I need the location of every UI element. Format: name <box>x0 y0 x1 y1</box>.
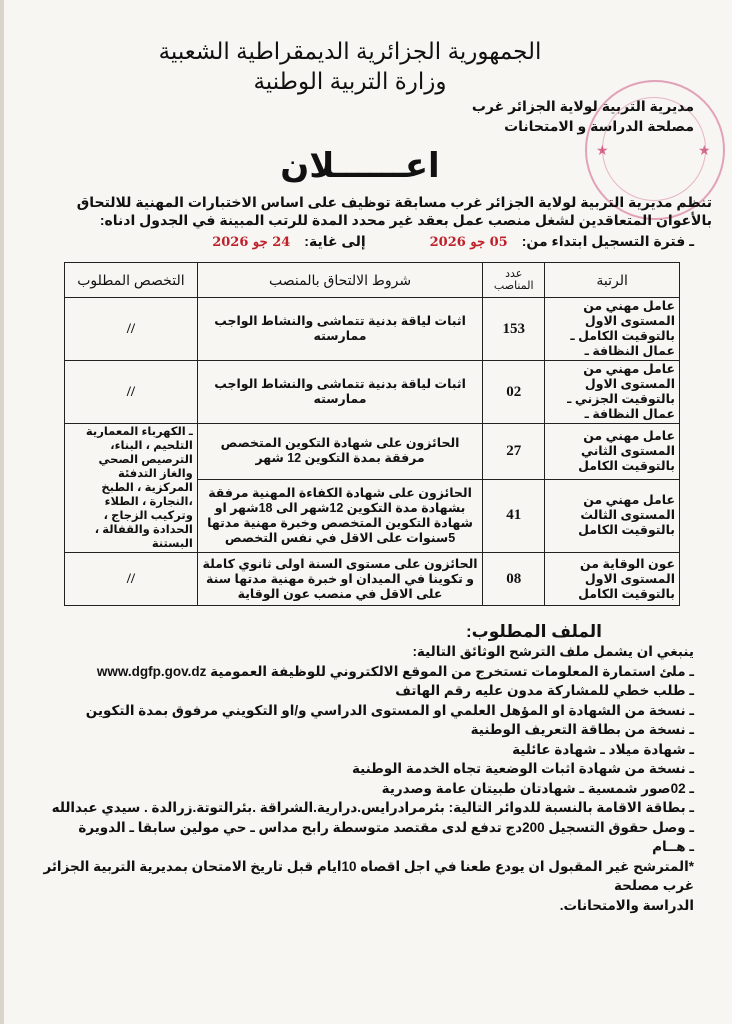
conditions-cell: الحائزون على شهادة الكفاءة المهنية مرفقة بشهادة مدة التكوين 12شهر الى 18شهر او شهادة التكوين المتخصص وخبرة مهنية مدتها 5سنوات على الاقل في نفس التخصص <box>197 479 482 552</box>
specialty-cell: // <box>65 361 198 424</box>
intro-paragraph: تنظم مديرية التربية لولاية الجزائر غرب مسابقة توظيف على اساس الاختبارات المهنية للالتحاق بالأعوان المتعاقدين لشغل منصب عمل بعقد غير محدد المدة للرتب المبينة في الجدول ادناه: <box>76 194 712 228</box>
registration-from-date: 05 جو 2026 <box>429 235 508 250</box>
conditions-cell: الحائزون على مستوى السنة اولى ثانوي كاملة و تكوينا في الميدان او خبرة مهنية مدتها سنة على الاقل في منصب عون الوقاية <box>197 553 482 606</box>
list-item: *المترشح غير المقبول ان يودع طعنا في اجل اقصاه 10ايام قبل تاريخ الامتحان بمديرية التربية الجزائر غرب مصلحة <box>43 858 694 893</box>
count-cell: 41 <box>483 479 545 552</box>
list-item: ـ وصل حقوق التسجيل 200دج تدفع لدى مقتصد متوسطة رابح مداس ـ حي مولين سابقا ـ الدويرة <box>78 819 694 835</box>
table-row <box>65 553 680 606</box>
list-item: ـ 02صور شمسية ـ شهادتان طبيتان عامة وصدرية <box>381 780 694 796</box>
registration-from-label: ـ فترة التسجيل ابتداء من: <box>521 233 694 249</box>
list-item: ـ بطاقة الاقامة بالنسبة للدوائر التالية: بئرمرادرايس.درارية.الشراقة .بئرالتوتة.زرالدة . سيدي عبدالله <box>51 800 694 815</box>
service-name: مصلحة الدراسة و الامتحانات <box>504 118 694 134</box>
header-specialty: التخصص المطلوب <box>65 263 198 298</box>
count-cell: 153 <box>483 298 545 361</box>
list-item: ينبغي ان يشمل ملف الترشح الوثائق التالية: <box>412 644 694 659</box>
republic-heading: الجمهورية الجزائرية الديمقراطية الشعبية <box>158 38 542 64</box>
scan-edge <box>0 0 4 1024</box>
rank-cell: عامل مهني من المستوى الاول بالتوقيت الكامل ـ عمال النظافة ـ <box>545 298 680 361</box>
list-item: ـ شهادة ميلاد ـ شهادة عائلية <box>512 741 694 757</box>
directorate-block <box>472 96 694 136</box>
registration-to-date: 24 جو 2026 <box>212 235 291 250</box>
list-item: الدراسة والامتحانات. <box>559 897 694 913</box>
rank-cell: عامل مهني من المستوى الثاني بالتوقيت الكامل <box>545 424 680 480</box>
list-item: ـ ملئ استمارة المعلومات تستخرج من الموقع الالكتروني للوظيفة العمومية www.dgfp.gov.dz <box>96 663 694 679</box>
count-cell: 27 <box>483 424 545 480</box>
table-header-row <box>65 263 680 298</box>
conditions-cell: اثبات لياقة بدنية تتماشى والنشاط الواجب ممارسته <box>197 298 482 361</box>
rank-cell: عامل مهني من المستوى الاول بالتوقيت الجزني ـ عمال النظافة ـ <box>545 361 680 424</box>
positions-table <box>64 262 680 606</box>
header-rank: الرتبة <box>545 263 680 298</box>
table-row <box>65 424 680 480</box>
registration-period <box>24 232 712 252</box>
required-documents-list <box>24 642 694 915</box>
conditions-cell: الحائزون على شهادة التكوين المتخصص مرفقة بمدة التكوين 12 شهر <box>197 424 482 480</box>
count-cell: 08 <box>483 553 545 606</box>
list-item: ـ نسخة من الشهادة او المؤهل العلمي او المستوى الدراسي و/او التكويني مرفوق بمدة التكوين <box>85 702 694 718</box>
specialty-cell: ـ الكهرباء المعمارية التلحيم ، البناء، الترصيص الصحي والغاز التدفئة المركزية ، الطبخ ،النجارة ، الطلاء وتركيب الزجاج ، الحدادة والقفالة ، البستنة <box>65 424 198 553</box>
list-item: ـ نسخة من بطاقة التعريف الوطنية <box>470 722 694 737</box>
required-file-heading: الملف المطلوب: <box>465 622 602 641</box>
list-item: ـ هــام <box>652 839 694 854</box>
header-count: عدد المناصب <box>483 263 545 298</box>
table-row <box>65 298 680 361</box>
conditions-cell: اثبات لياقة بدنية تتماشى والنشاط الواجب ممارسته <box>197 361 482 424</box>
specialty-cell: // <box>65 298 198 361</box>
star-icon: ★ <box>698 142 711 158</box>
list-item: ـ نسخة من شهادة اثبات الوضعية تجاه الخدمة الوطنية <box>351 761 694 776</box>
rank-cell: عون الوقاية من المستوى الاول بالتوقيت الكامل <box>545 553 680 606</box>
rank-cell: عامل مهني من المستوى الثالث بالتوقيت الكامل <box>545 479 680 552</box>
registration-to-label: إلى غاية: <box>304 233 366 249</box>
main-content <box>24 193 712 915</box>
specialty-cell: // <box>65 553 198 606</box>
ministry-heading: وزارة التربية الوطنية <box>253 68 447 94</box>
star-icon: ★ <box>596 142 609 158</box>
announcement-title: اعــــــلان <box>280 147 440 185</box>
count-cell: 02 <box>483 361 545 424</box>
header-conditions: شروط الالتحاق بالمنصب <box>197 263 482 298</box>
directorate-name: مديرية التربية لولاية الجزائر غرب <box>471 98 694 114</box>
list-item: ـ طلب خطي للمشاركة مدون عليه رقم الهاتف <box>395 683 694 698</box>
table-row <box>65 361 680 424</box>
